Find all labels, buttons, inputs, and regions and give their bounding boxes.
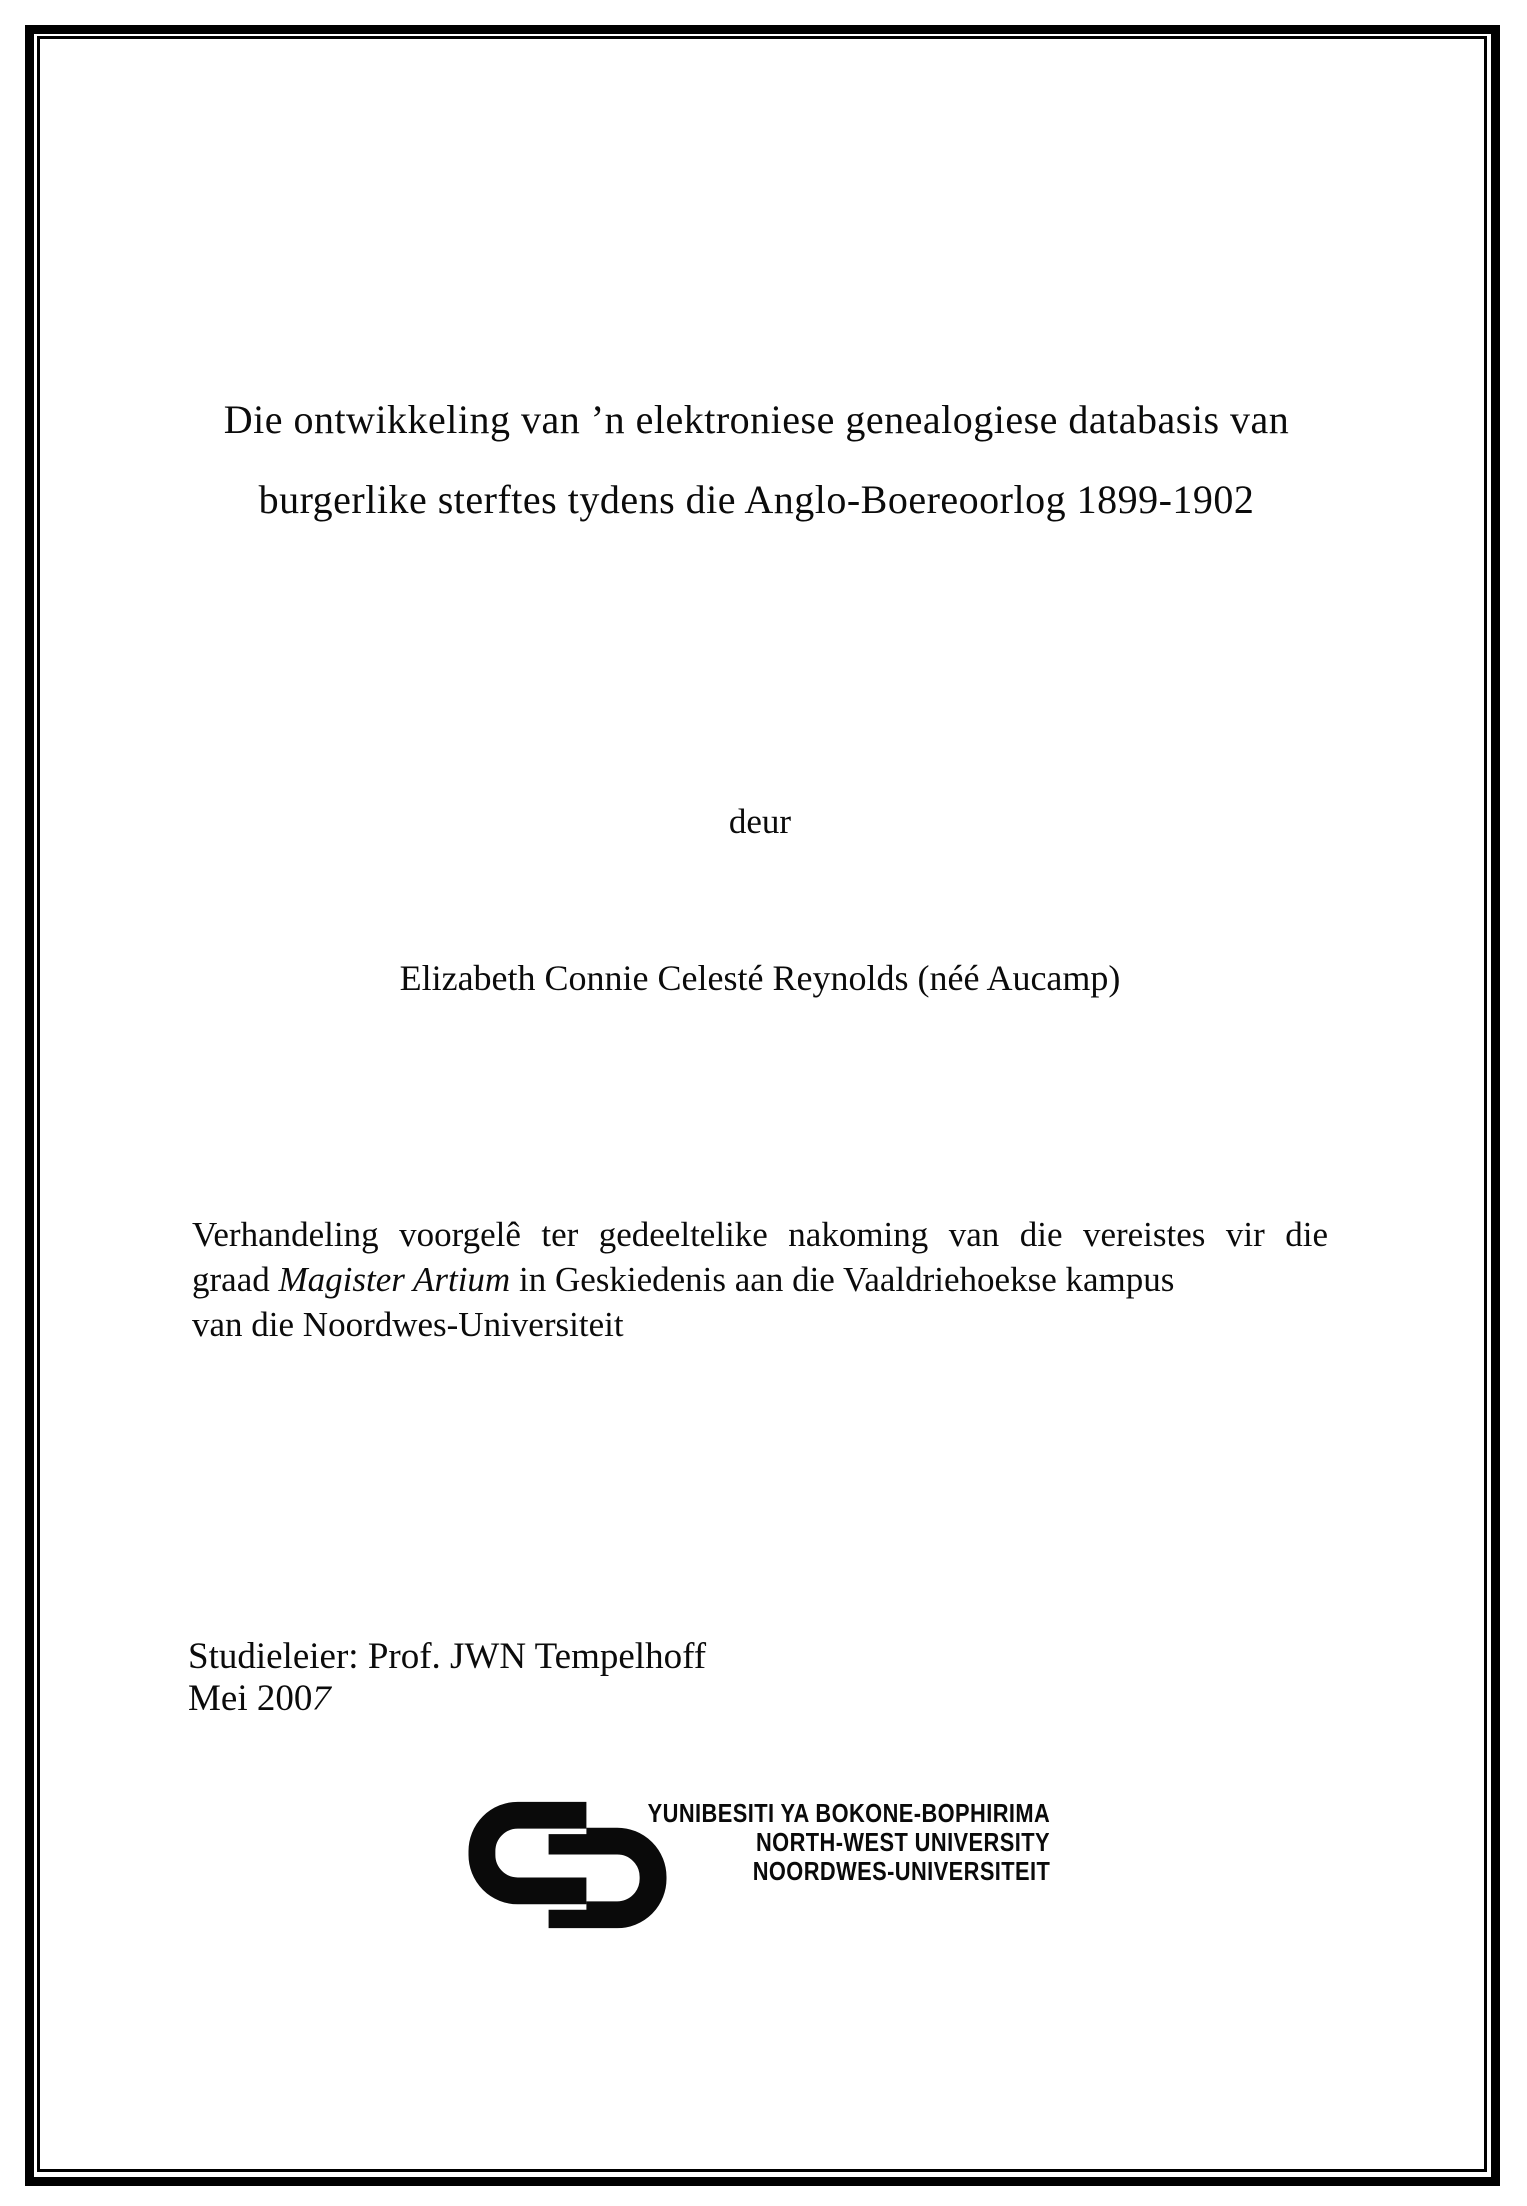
- logo-line-afrikaans: NOORDWES-UNIVERSITEIT: [752, 1856, 1050, 1886]
- thesis-title-line2: burgerlike sterftes tydens die Anglo-Boereoorlog 1899-1902: [258, 477, 1255, 522]
- university-logo-text: [565, 1799, 1050, 1886]
- thesis-title: [0, 380, 1513, 540]
- supervisor-block: [188, 1636, 706, 1720]
- degree-name-italic: Magister Artium: [278, 1260, 511, 1299]
- degree-statement-line1: Verhandeling voorgelê ter gedeeltelike nakoming van die vereistes vir die: [192, 1215, 1328, 1254]
- byline-deur: deur: [728, 802, 792, 841]
- degree-statement-line2-pre: graad: [192, 1260, 279, 1299]
- date-last-digit: 7: [308, 1679, 336, 1718]
- date-prefix: Mei 200: [188, 1678, 313, 1719]
- logo-line-english: NORTH-WEST UNIVERSITY: [756, 1827, 1050, 1857]
- supervisor-line: Studieleier: Prof. JWN Tempelhoff: [188, 1636, 707, 1677]
- date-line: [188, 1678, 706, 1720]
- degree-statement-line2: [192, 1257, 1328, 1302]
- thesis-title-line1: Die ontwikkeling van ’n elektroniese genealogiese databasis van: [223, 397, 1290, 442]
- degree-statement-line3: van die Noordwes-Universiteit: [192, 1305, 624, 1344]
- author-name: Elizabeth Connie Celesté Reynolds (néé Aucamp): [399, 958, 1121, 998]
- degree-statement-line2-post: in Geskiedenis aan die Vaaldriehoekse kampus: [510, 1260, 1175, 1299]
- logo-line-setswana: YUNIBESITI YA BOKONE-BOPHIRIMA: [647, 1798, 1050, 1828]
- degree-statement: [192, 1212, 1328, 1347]
